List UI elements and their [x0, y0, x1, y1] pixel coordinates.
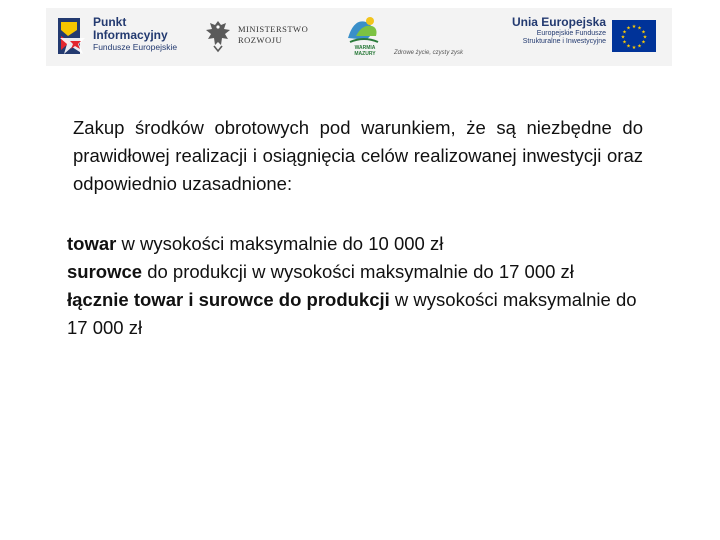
svg-text:★: ★ [631, 45, 637, 51]
ministry-logo-text [238, 24, 308, 45]
svg-text:★: ★ [637, 43, 642, 50]
punkt-logo-line1: Punkt [93, 15, 127, 29]
eu-logo-line2: Europejskie Fundusze [536, 29, 606, 37]
eu-logo-line3: Strukturalne i Inwestycyjne [522, 37, 606, 45]
limit-item [67, 286, 652, 342]
svg-text:★: ★ [631, 24, 637, 30]
warmia-logo-slogan: Zdrowe życie, czysty zysk [394, 50, 464, 56]
warmia-mazury-icon [344, 14, 384, 46]
limit-item [67, 258, 652, 286]
svg-text:★: ★ [641, 39, 646, 46]
unia-europejska-logo [496, 14, 664, 62]
svg-text:★: ★ [637, 25, 642, 32]
intro-paragraph: Zakup środków obrotowych pod warunkiem, że są niezbędne do prawidłowej realizacji i osiągnięcia celów realizowanej inwestycji oraz odpowiednio uzasadnione: [73, 117, 643, 194]
ministry-logo-line1: MINISTERSTWO [238, 24, 309, 34]
punkt-informacyjny-logo [58, 14, 193, 60]
punkt-logo-line2: Informacyjny [93, 27, 168, 42]
limits-list [67, 230, 652, 342]
limit-item-text: do produkcji w wysokości maksymalnie do 17 000 zł [142, 261, 574, 282]
eu-flag-icon [612, 20, 656, 52]
svg-text:★: ★ [622, 29, 627, 36]
svg-text:★: ★ [620, 34, 626, 41]
ministry-logo-line2: ROZWOJU [238, 34, 283, 45]
warmia-logo-name-line1: WARMIA [354, 45, 376, 51]
fe-star-icon [58, 14, 88, 60]
logo-bar [46, 8, 672, 66]
limit-item-label: towar [67, 233, 117, 254]
svg-text:★: ★ [642, 34, 648, 41]
warmia-mazury-logo [344, 14, 474, 62]
warmia-logo-name-line2: MAZURY [354, 50, 376, 57]
polish-eagle-icon [204, 18, 232, 54]
punkt-logo-line3: Fundusze Europejskie [93, 42, 178, 53]
eu-logo-text [512, 16, 606, 46]
limit-item-label: surowce [67, 261, 143, 282]
svg-text:★: ★ [626, 43, 631, 50]
limit-item-label: łącznie towar i surowce do produkcji [67, 289, 390, 310]
svg-text:★: ★ [626, 25, 631, 32]
limit-item-text: w wysokości maksymalnie do 17 000 zł [67, 289, 637, 338]
svg-text:★: ★ [622, 39, 627, 46]
ministerstwo-rozwoju-logo [204, 18, 316, 58]
warmia-logo-name [344, 46, 386, 57]
limit-item [67, 230, 652, 258]
eu-logo-line1: Unia Europejska [511, 15, 606, 29]
svg-text:★: ★ [641, 29, 646, 36]
limit-item-text: w wysokości maksymalnie do 10 000 zł [116, 233, 444, 254]
punkt-logo-text [93, 16, 177, 52]
